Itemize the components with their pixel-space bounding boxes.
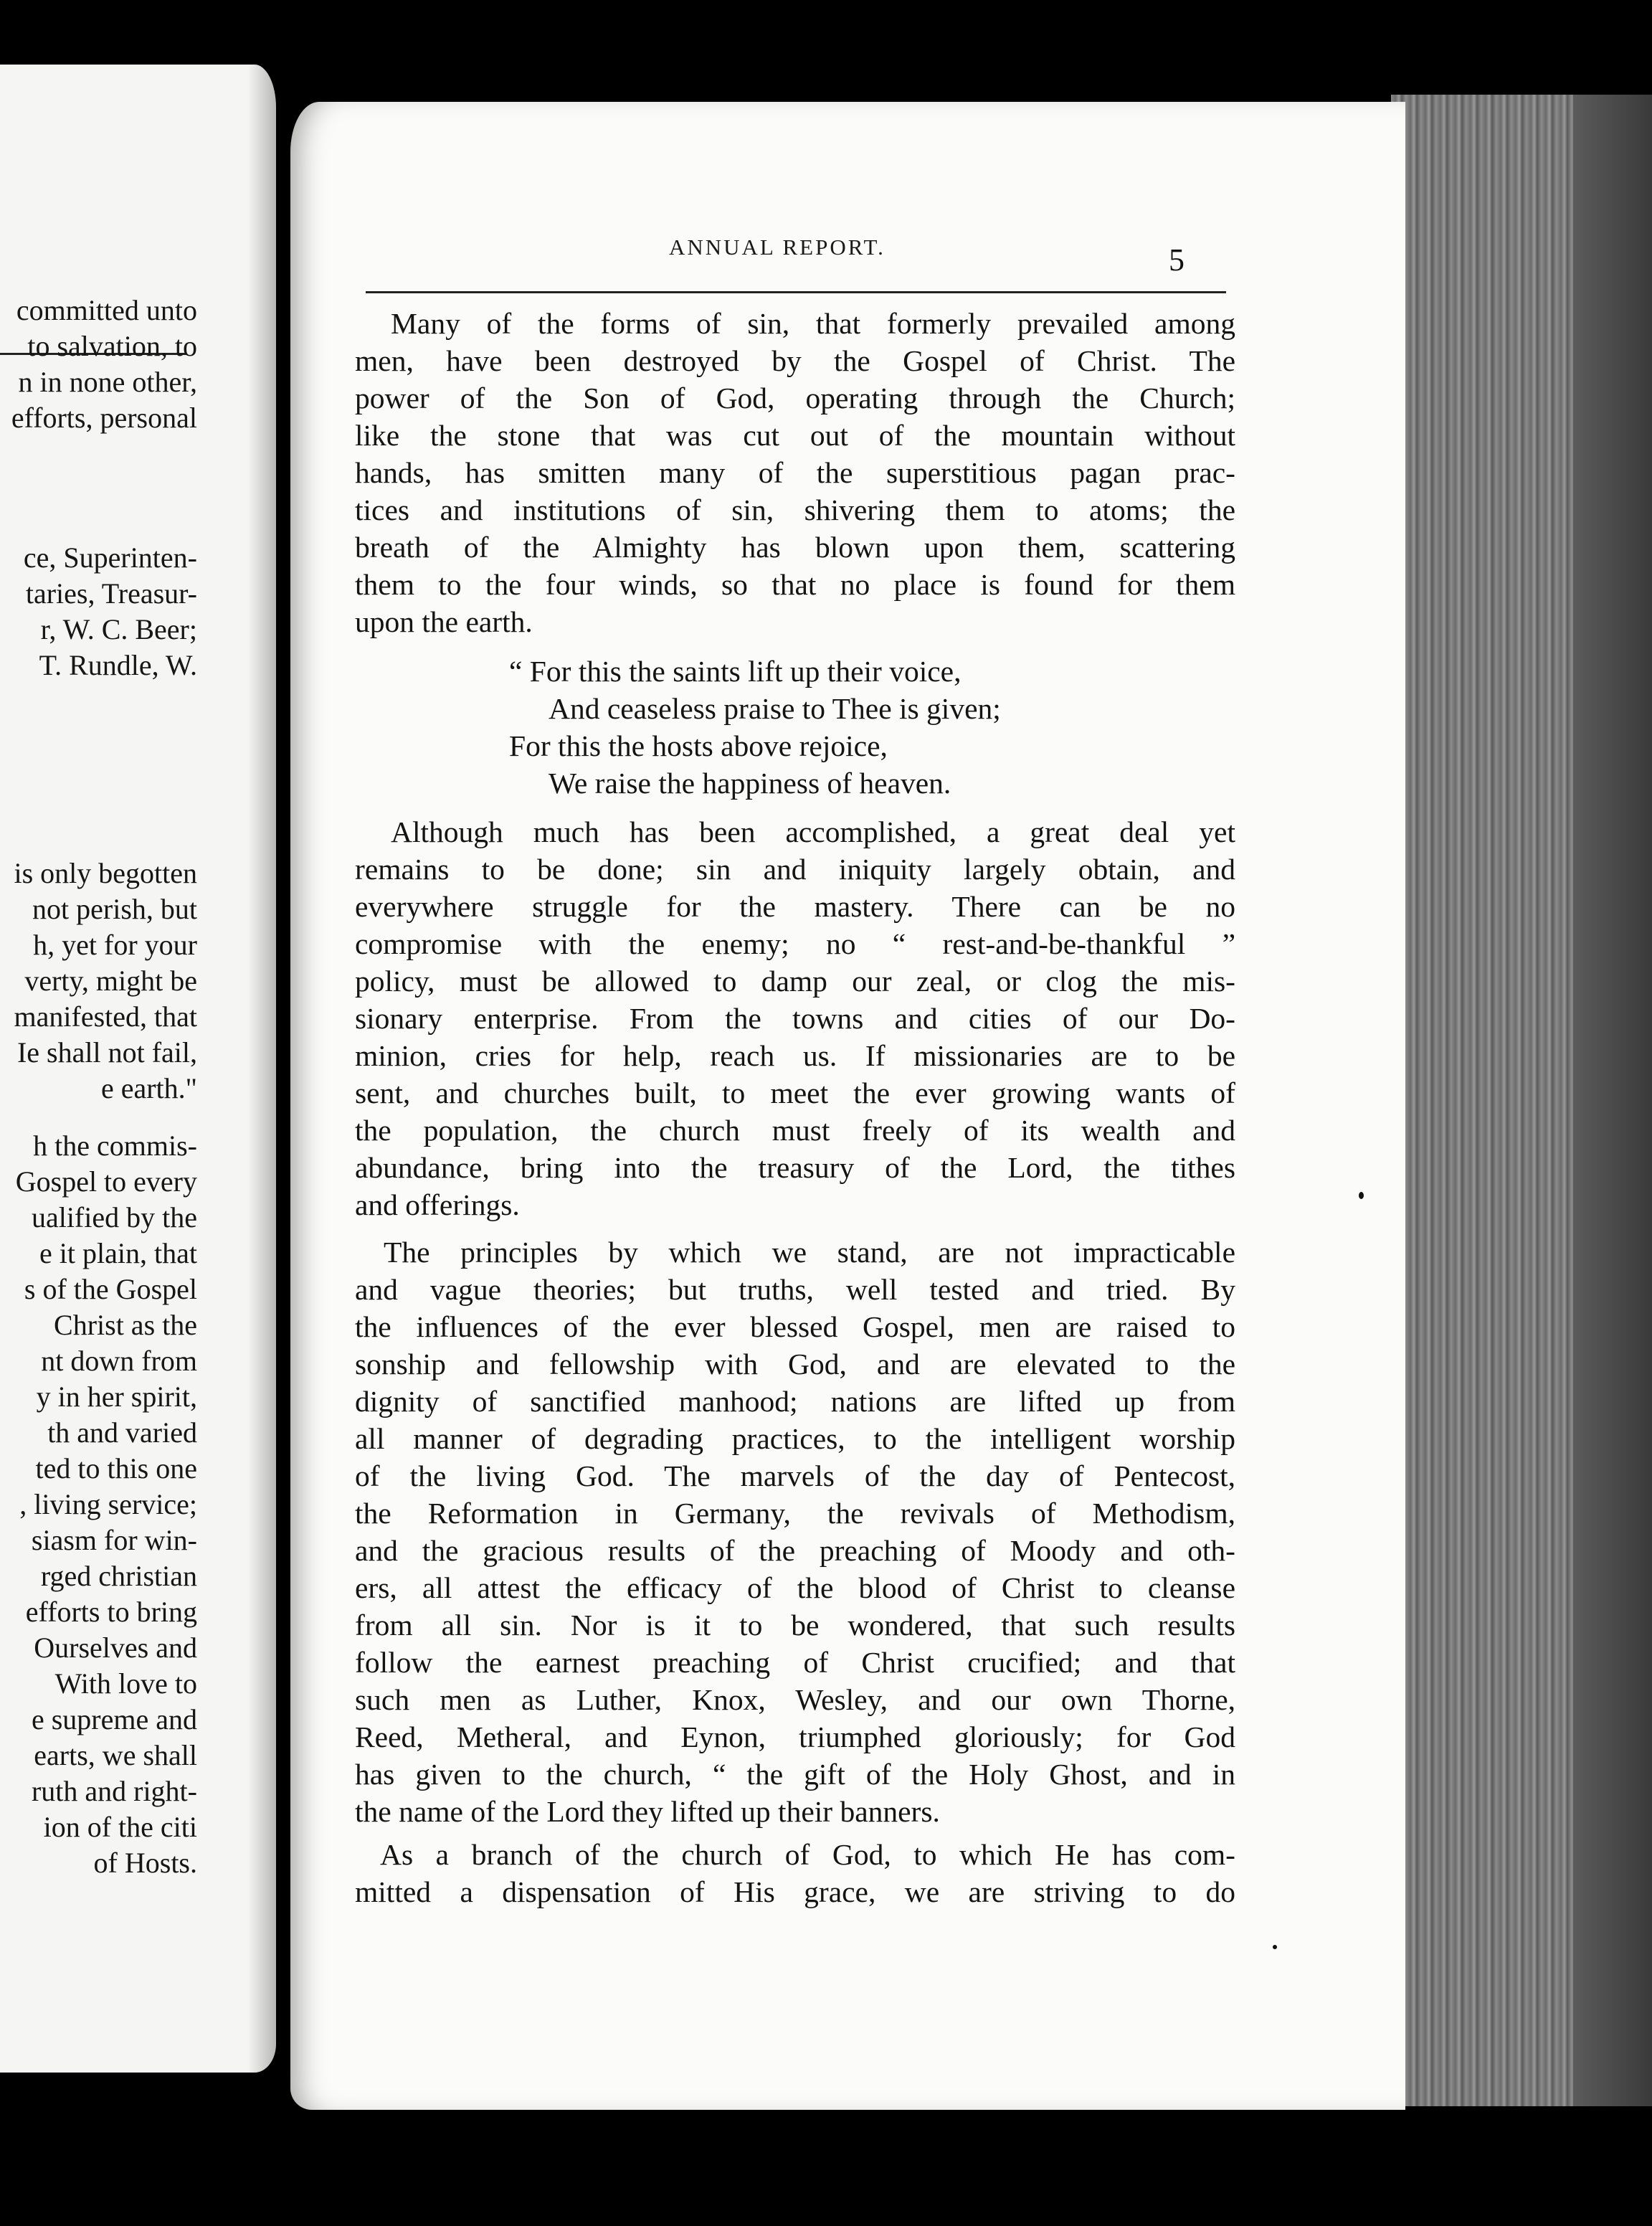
gutter-shadow: [247, 65, 276, 2073]
body-line: sionary enterprise. From the towns and cities of our Do-: [355, 1002, 1235, 1035]
body-line: follow the earnest preaching of Christ crucified; and that: [355, 1646, 1235, 1679]
left-text-line: y in her spirit,: [36, 1380, 197, 1413]
body-line: upon the earth.: [355, 605, 533, 638]
body-line: abundance, bring into the treasury of the Lord, the tithes: [355, 1151, 1235, 1184]
body-line: and vague theories; but truths, well tested and tried. By: [355, 1273, 1235, 1306]
left-text-line: Gospel to every: [15, 1165, 197, 1198]
body-line: everywhere struggle for the mastery. There can be no: [355, 890, 1235, 923]
left-text-line: efforts to bring: [25, 1596, 197, 1628]
body-line: As a branch of the church of God, to which He has com-: [380, 1838, 1235, 1871]
body-line: mitted a dispensation of His grace, we are striving to do: [355, 1875, 1235, 1908]
body-line: the influences of the ever blessed Gospel, men are raised to: [355, 1310, 1235, 1343]
left-text-line: e supreme and: [31, 1703, 197, 1735]
left-text-line: e earth.": [100, 1072, 197, 1104]
left-text-line: manifested, that: [14, 1000, 197, 1033]
left-text-line: , living service;: [19, 1488, 197, 1520]
verse-line: And ceaseless praise to Thee is given;: [549, 692, 1001, 725]
body-line: Many of the forms of sin, that formerly prevailed among: [391, 307, 1235, 340]
left-text-line: h, yet for your: [33, 929, 197, 961]
body-line: the name of the Lord they lifted up their banners.: [355, 1795, 940, 1828]
left-page: [0, 65, 276, 2073]
left-text-line: Christ as the: [54, 1309, 197, 1341]
left-text-line: is only begotten: [14, 857, 197, 889]
left-text-line: ted to this one: [35, 1452, 197, 1484]
left-text-line: Ie shall not fail,: [16, 1036, 197, 1069]
body-line: sonship and fellowship with God, and are elevated to the: [355, 1348, 1235, 1380]
running-head: ANNUAL REPORT.: [669, 235, 886, 260]
body-line: and offerings.: [355, 1188, 520, 1221]
scan-speck: [1359, 1192, 1364, 1199]
body-line: men, have been destroyed by the Gospel of Christ. The: [355, 344, 1235, 377]
page-edges: [1391, 95, 1652, 2106]
header-rule: [366, 291, 1226, 293]
left-text-line: r, W. C. Beer;: [40, 613, 197, 645]
body-line: Reed, Metheral, and Eynon, triumphed gloriously; for God: [355, 1720, 1235, 1753]
left-text-line: n in none other,: [18, 366, 197, 398]
left-text-line: h the commis-: [33, 1129, 197, 1162]
page-edges-shadow: [1573, 95, 1652, 2106]
verse-line: “ For this the saints lift up their voice,: [509, 655, 962, 688]
body-line: like the stone that was cut out of the mountain without: [355, 419, 1235, 452]
left-text-line: verty, might be: [24, 965, 197, 997]
left-text-line: s of the Gospel: [24, 1273, 197, 1305]
left-text-line: of Hosts.: [93, 1847, 197, 1879]
body-line: policy, must be allowed to damp our zeal, or clog the mis-: [355, 965, 1235, 998]
body-line: the Reformation in Germany, the revivals of Methodism,: [355, 1497, 1235, 1530]
body-line: all manner of degrading practices, to the intelligent worship: [355, 1422, 1235, 1455]
body-line: ers, all attest the efficacy of the blood of Christ to cleanse: [355, 1571, 1235, 1604]
scan-speck: [1273, 1945, 1277, 1949]
left-text-line: not perish, but: [32, 893, 197, 925]
body-line: remains to be done; sin and iniquity largely obtain, and: [355, 853, 1235, 886]
body-line: Although much has been accomplished, a great deal yet: [391, 815, 1235, 848]
left-text-line: siasm for win-: [31, 1524, 197, 1556]
body-line: them to the four winds, so that no place is found for them: [355, 568, 1235, 601]
body-line: of the living God. The marvels of the day of Pentecost,: [355, 1459, 1235, 1492]
left-text-line: th and varied: [47, 1416, 197, 1449]
left-text-line: T. Rundle, W.: [39, 649, 197, 681]
body-line: compromise with the enemy; no “ rest-and-be-thankful ”: [355, 927, 1235, 960]
body-line: and the gracious results of the preaching of Moody and oth-: [355, 1534, 1235, 1567]
page-number: 5: [1169, 242, 1185, 278]
verse-line: We raise the happiness of heaven.: [549, 767, 951, 800]
left-text-line: to salvation, to: [27, 330, 197, 362]
body-line: hands, has smitten many of the superstitious pagan prac-: [355, 456, 1235, 489]
left-text-line: earts, we shall: [34, 1739, 197, 1771]
left-text-line: taries, Treasur-: [25, 577, 197, 610]
body-line: tices and institutions of sin, shivering them to atoms; the: [355, 493, 1235, 526]
body-line: breath of the Almighty has blown upon them, scattering: [355, 531, 1235, 564]
left-text-line: committed unto: [16, 294, 197, 326]
body-line: minion, cries for help, reach us. If missionaries are to be: [355, 1039, 1235, 1072]
body-line: the population, the church must freely of its wealth and: [355, 1114, 1235, 1147]
verse-line: For this the hosts above rejoice,: [509, 729, 888, 762]
left-text-line: ruth and right-: [31, 1775, 197, 1807]
left-text-line: With love to: [54, 1667, 197, 1700]
right-page: [290, 102, 1405, 2110]
body-line: power of the Son of God, operating through the Church;: [355, 382, 1235, 415]
left-text-line: rged christian: [40, 1560, 197, 1592]
left-text-line: ion of the citi: [43, 1811, 197, 1843]
left-text-line: ualified by the: [31, 1201, 197, 1233]
left-text-line: efforts, personal: [11, 402, 197, 434]
body-line: such men as Luther, Knox, Wesley, and our own Thorne,: [355, 1683, 1235, 1716]
left-text-line: e it plain, that: [39, 1237, 197, 1269]
left-text-line: nt down from: [41, 1345, 197, 1377]
left-text-line: Ourselves and: [34, 1631, 197, 1664]
body-line: from all sin. Nor is it to be wondered, that such results: [355, 1609, 1235, 1642]
body-line: The principles by which we stand, are not impracticable: [384, 1236, 1235, 1269]
left-text-line: ce, Superinten-: [23, 541, 197, 574]
body-line: has given to the church, “ the gift of the Holy Ghost, and in: [355, 1758, 1235, 1791]
body-line: sent, and churches built, to meet the ever growing wants of: [355, 1076, 1235, 1109]
body-line: dignity of sanctified manhood; nations are lifted up from: [355, 1385, 1235, 1418]
